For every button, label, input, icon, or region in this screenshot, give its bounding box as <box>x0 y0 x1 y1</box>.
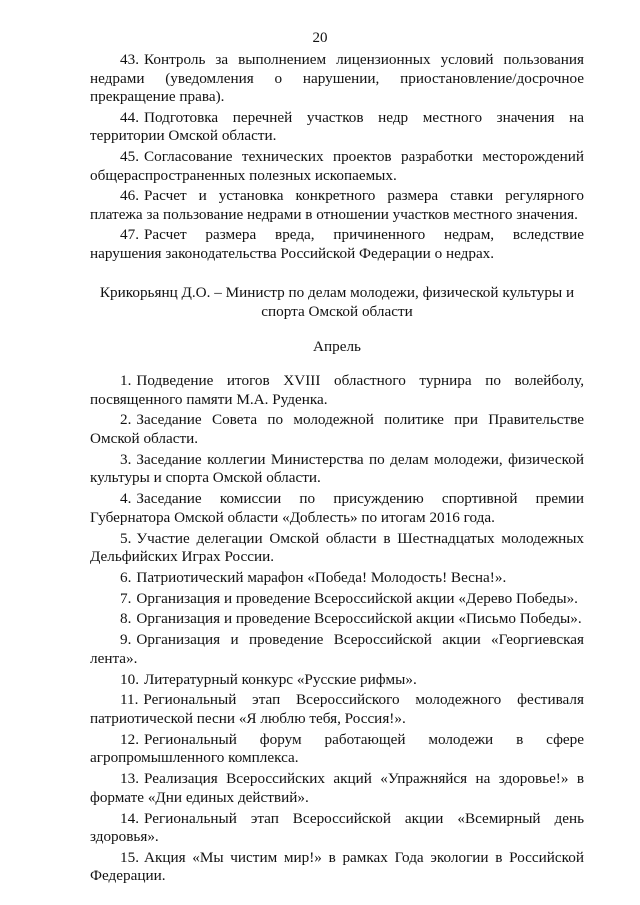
list-item: 43. Контроль за выполнением лицензионных условий пользования недрами (уведомления о нарушении, приостановление/досрочное прекращение права). <box>90 51 584 106</box>
list-item: 10. Литературный конкурс «Русские рифмы». <box>120 670 417 688</box>
list-item: 45. Согласование технических проектов разработки месторождений общераспространенных полезных ископаемых. <box>90 147 584 184</box>
month-heading: Апрель <box>313 338 361 355</box>
list-item: 4. Заседание комиссии по присуждению спортивной премии Губернатора Омской области «Доблесть» по итогам 2016 года. <box>90 490 584 526</box>
list-item: 3. Заседание коллегии Министерства по делам молодежи, физической культуры и спорта Омской области. <box>90 450 584 487</box>
list-item: 6. Патриотический марафон «Победа! Молодость! Весна!». <box>120 568 507 586</box>
list-item: 44. Подготовка перечней участков недр местного значения на территории Омской области. <box>90 108 584 145</box>
list-item: 2. Заседание Совета по молодежной политике при Правительстве Омской области. <box>90 411 584 447</box>
page-number: 20 <box>312 30 328 46</box>
list-item: 14. Региональный этап Всероссийской акции «Всемирный день здоровья». <box>90 809 584 846</box>
list-item: 11. Региональный этап Всероссийского молодежного фестиваля патриотической песни «Я люблю тебя, Россия!». <box>90 691 584 727</box>
list-item: 9. Организация и проведение Всероссийской акции «Георгиевская лента». <box>90 631 584 667</box>
list-item: 15. Акция «Мы чистим мир!» в рамках Года экологии в Российской Федерации. <box>90 848 584 885</box>
list-item: 7. Организация и проведение Всероссийской акции «Дерево Победы». <box>120 589 578 607</box>
list-item: 8. Организация и проведение Всероссийской акции «Письмо Победы». <box>120 610 582 628</box>
list-item: 12. Региональный форум работающей молодежи в сфере агропромышленного комплекса. <box>90 730 584 767</box>
list-item: 46. Расчет и установка конкретного размера ставки регулярного платежа за пользование недрами в отношении участков местного значения. <box>90 187 584 223</box>
month-heading-wrap <box>90 338 584 357</box>
minister-heading-line-1: Крикорьянц Д.О. – Министр по делам молодежи, физической культуры и <box>99 284 575 301</box>
list-item: 5. Участие делегации Омской области в Шестнадцатых молодежных Дельфийских Играх России. <box>90 529 584 566</box>
list-item: 47. Расчет размера вреда, причиненного недрам, вследствие нарушения законодательства Российской Федерации о недрах. <box>90 226 584 262</box>
list-item: 13. Реализация Всероссийских акций «Упражняйся на здоровье!» в формате «Дни единых действий». <box>90 770 584 806</box>
section-1-list <box>90 51 584 266</box>
minister-heading-line-2: спорта Омской области <box>261 302 413 320</box>
section-2-list <box>90 372 584 888</box>
minister-heading <box>90 284 584 321</box>
list-item: 1. Подведение итогов XVIII областного турнира по волейболу, посвященного памяти М.А. Руденка. <box>90 372 584 408</box>
